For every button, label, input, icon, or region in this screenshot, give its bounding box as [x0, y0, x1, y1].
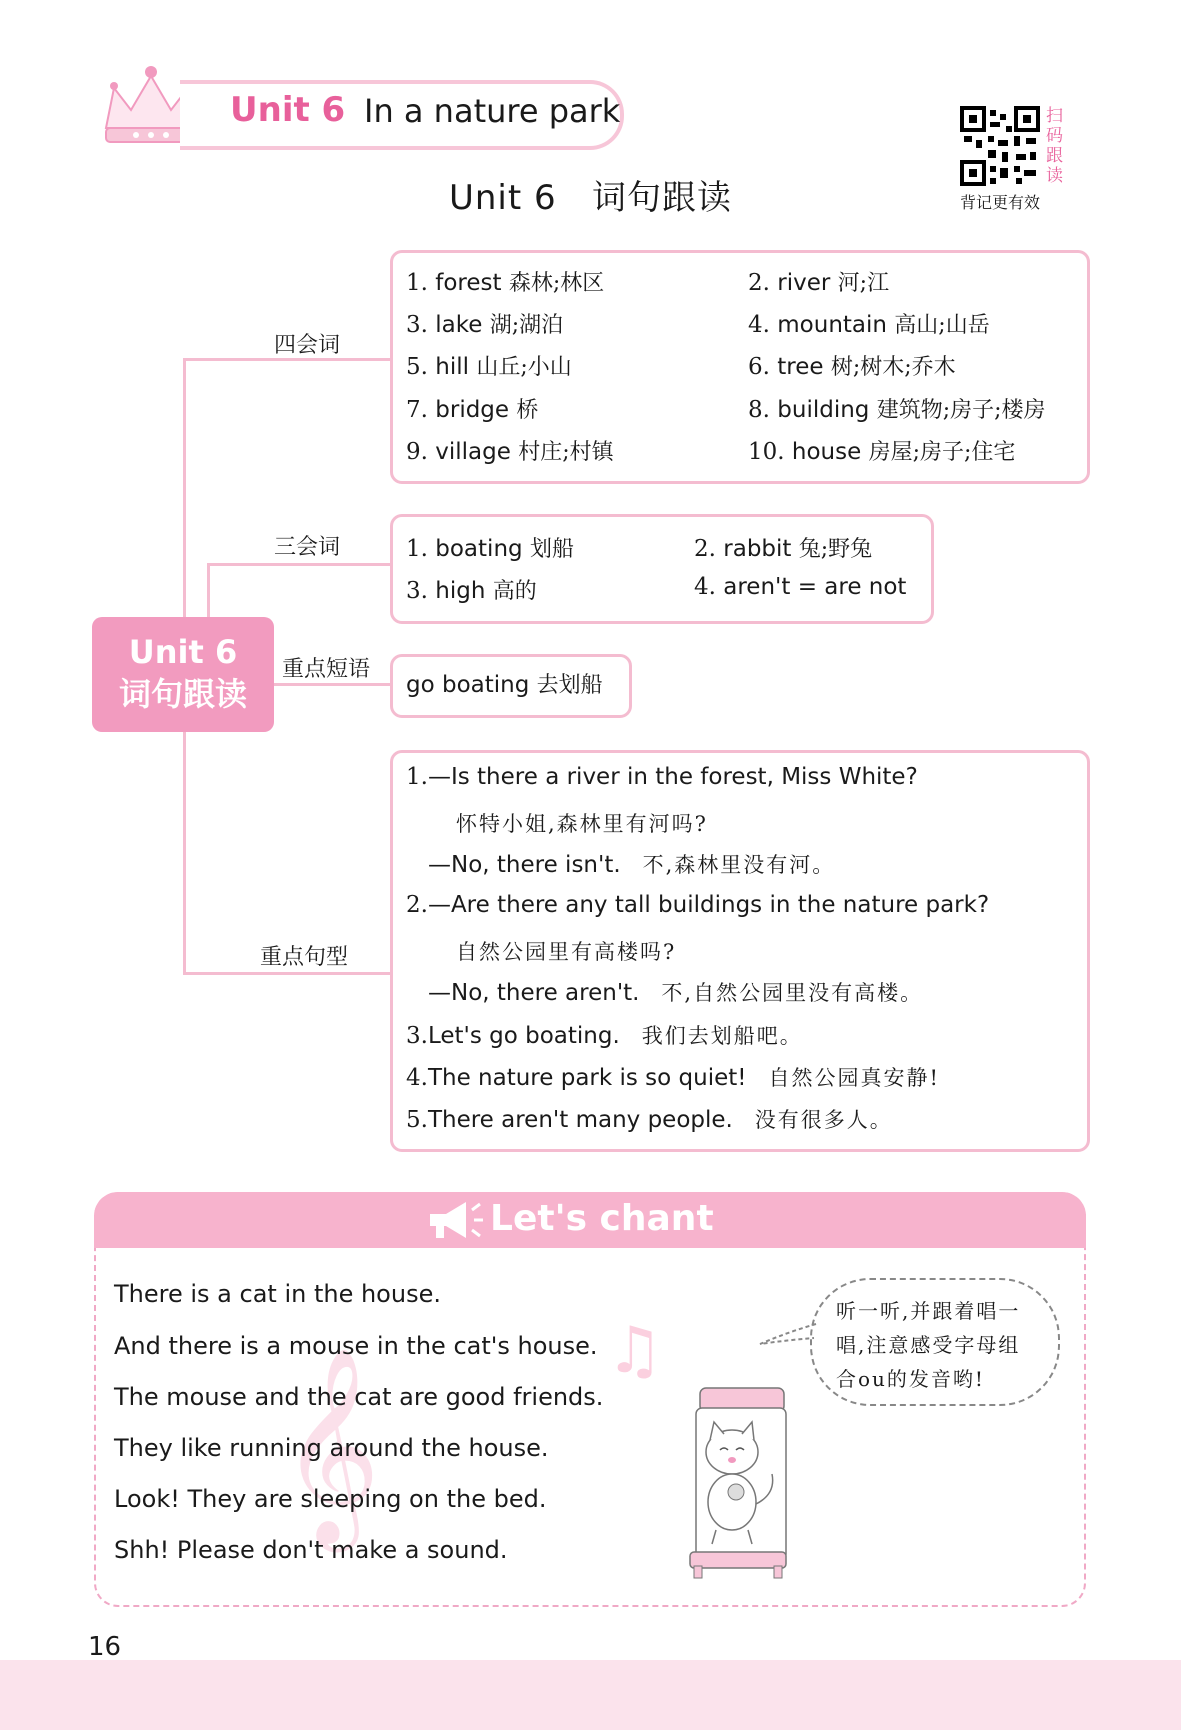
megaphone-icon — [426, 1198, 484, 1242]
page-number: 16 — [88, 1632, 122, 1662]
speech-bubble: 听一听,并跟着唱一 唱,注意感受字母组 合ou的发音哟! — [810, 1278, 1060, 1406]
word-item: 8. building 建筑物;房子;楼房 — [748, 397, 1046, 423]
cat-on-bed-illustration — [676, 1384, 796, 1580]
center-node: Unit 6 词句跟读 — [92, 617, 274, 732]
footer-band — [0, 1660, 1181, 1730]
branch-three-skill — [207, 563, 390, 566]
word-item: 4. mountain 高山;山岳 — [748, 312, 990, 338]
music-note-icon: ♫ — [606, 1314, 664, 1388]
chant-title: Let's chant — [490, 1198, 714, 1239]
word-item: 6. tree 树;树木;乔木 — [748, 354, 956, 380]
key-sentences-label: 重点句型 — [260, 945, 349, 970]
branch-phrases — [274, 683, 390, 686]
word-item: 9. village 村庄;村镇 — [406, 439, 614, 465]
sentence-line: 4.The nature park is so quiet! 自然公园真安静! — [406, 1065, 940, 1091]
sentence-translation: 自然公园里有高楼吗? — [456, 940, 677, 964]
word-item: 1. forest 森林;林区 — [406, 270, 605, 296]
chant-line: The mouse and the cat are good friends. — [114, 1383, 604, 1411]
branch-three-skill-v — [207, 563, 210, 618]
word-item: 3. lake 湖;湖泊 — [406, 312, 564, 338]
word-item: 3. high 高的 — [406, 578, 537, 604]
qr-caption: 背记更有效 — [960, 193, 1041, 212]
phrase-item: go boating 去划船 — [406, 672, 603, 698]
treble-clef-icon: 𝄞 — [280, 1346, 381, 1544]
sentence-line: 2.—Are there any tall buildings in the nature park? — [406, 892, 990, 918]
three-skill-box — [390, 514, 934, 624]
bubble-tail — [758, 1318, 818, 1348]
word-item: 4. aren't = are not — [694, 574, 907, 600]
sentence-translation: 怀特小姐,森林里有河吗? — [456, 812, 708, 836]
word-item: 10. house 房屋;房子;住宅 — [748, 439, 1016, 465]
sentence-line: —No, there isn't. 不,森林里没有河。 — [428, 852, 836, 878]
chant-line: Look! They are sleeping on the bed. — [114, 1485, 547, 1513]
sentence-line: 1.—Is there a river in the forest, Miss White? — [406, 764, 918, 790]
chant-line: They like running around the house. — [114, 1434, 549, 1462]
unit-title: In a nature park — [364, 92, 621, 130]
word-item: 2. river 河;江 — [748, 270, 890, 296]
word-item: 5. hill 山丘;小山 — [406, 354, 572, 380]
word-item: 1. boating 划船 — [406, 536, 574, 562]
section-title: Unit 6 词句跟读 — [448, 178, 733, 218]
sentence-line: —No, there aren't. 不,自然公园里没有高楼。 — [428, 980, 924, 1006]
four-skill-label: 四会词 — [274, 333, 341, 358]
word-item: 2. rabbit 兔;野兔 — [694, 536, 873, 562]
word-item: 7. bridge 桥 — [406, 397, 539, 423]
sentence-line: 5.There aren't many people. 没有很多人。 — [406, 1107, 893, 1133]
qr-side-text: 扫 码 跟 读 — [1046, 106, 1063, 186]
unit-label: Unit 6 — [230, 90, 346, 130]
branch-sentences — [183, 972, 390, 975]
chant-line: And there is a mouse in the cat's house. — [114, 1332, 598, 1360]
sentence-line: 3.Let's go boating. 我们去划船吧。 — [406, 1023, 803, 1049]
three-skill-label: 三会词 — [274, 535, 341, 560]
chant-line: Shh! Please don't make a sound. — [114, 1536, 508, 1564]
chant-line: There is a cat in the house. — [114, 1280, 441, 1308]
key-phrases-label: 重点短语 — [282, 657, 371, 682]
